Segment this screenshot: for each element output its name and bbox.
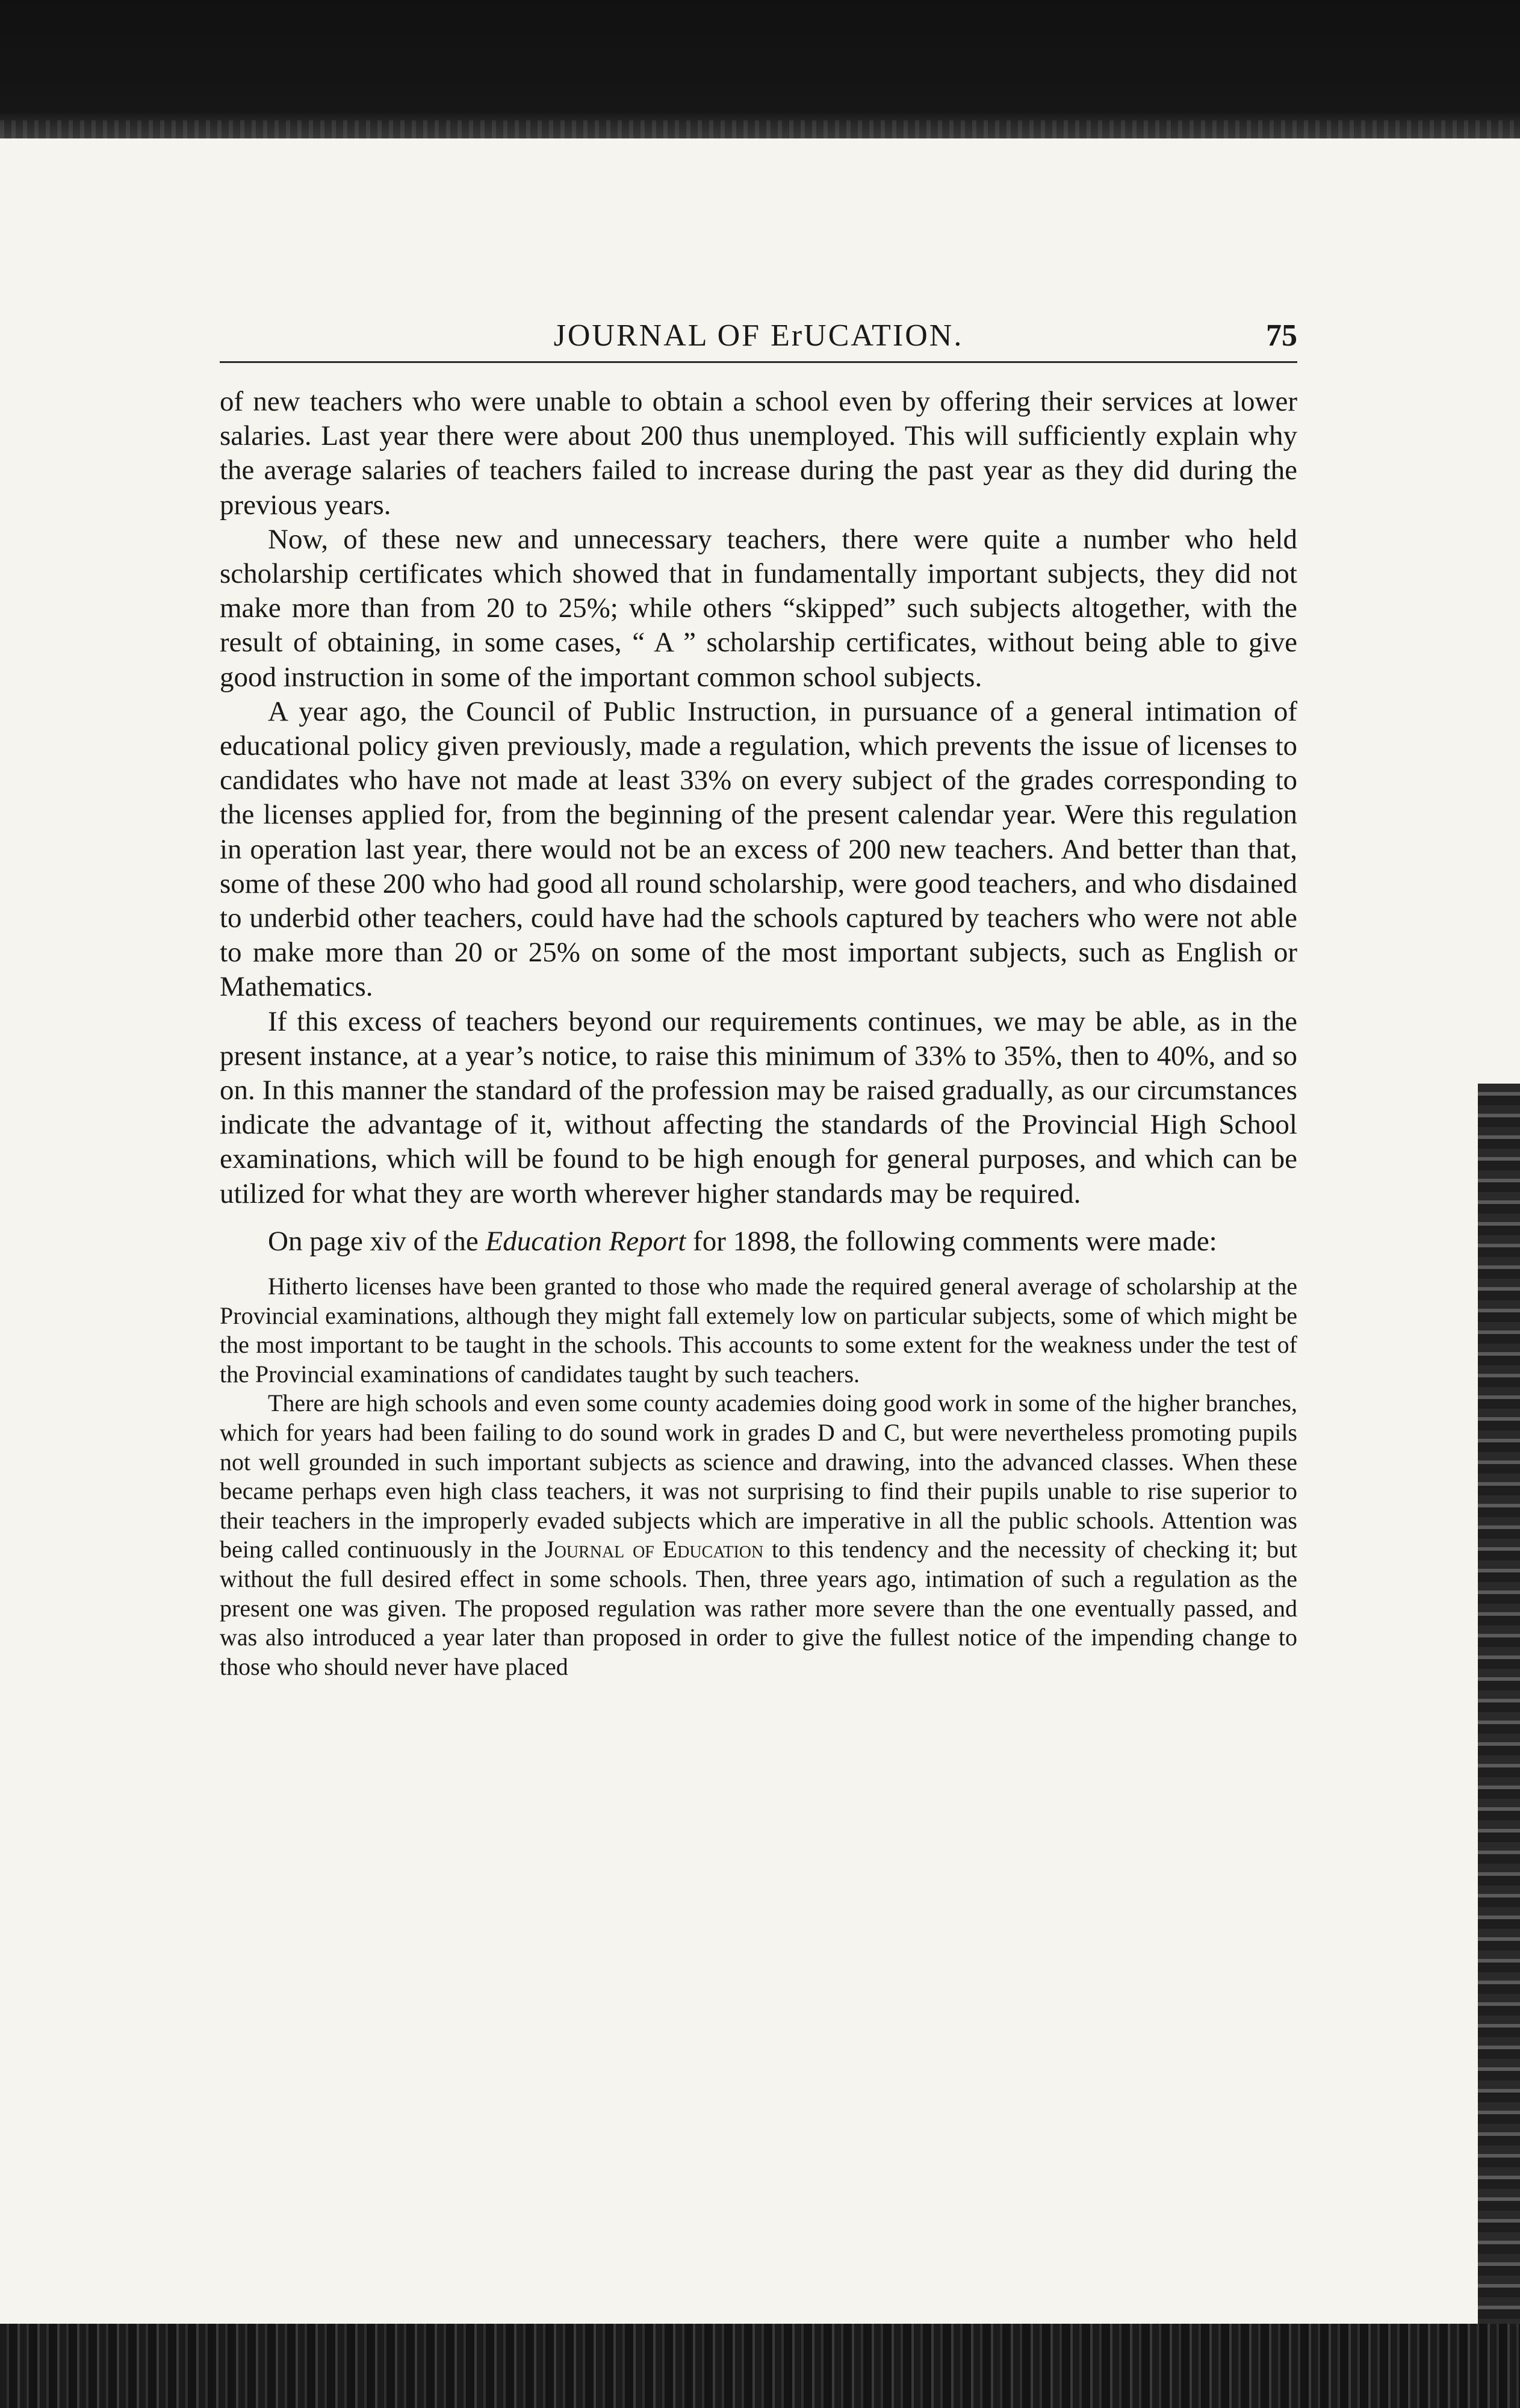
paragraph-regulation: A year ago, the Council of Public Instruction, in pursuance of a general intimation of educational policy given previously, made a regulation, which prevents the issue of licenses to candidates who have not made at least 33% on every subject of the grades corresponding to the licenses applied for, from the beginning of the present calendar year. Were this regulation in operation last year, there would not be an excess of 200 new teachers. And better than that, some of these 200 who had good all round scholarship, were good teachers, and who disdained to underbid other teachers, could have had the schools captured by teachers who were not able to make more than 20 or 25% on some of the most important subjects, such as English or Mathematics. [220,695,1297,1003]
quote-last-before: There are high schools and even some county academies doing good work in some of the higher branches, which for years had been failing to do sound work in grades D and C, but were nevertheless promoting pupils not well grounded in such important subjects as science and drawing, into the advanced classes. When these became perhaps even high class teachers, it was not surprising to find their pupils unable to rise superior to their teachers in the improperly evaded subjects which are imperative in all the public schools. Attention was being called continuously in the [220,1389,1297,1563]
paragraph-report-intro [220,1224,1297,1259]
scan-noise-top [0,120,1520,144]
quote-paragraph-licenses: Hitherto licenses have been granted to those who made the required general average of scholarship at the Provincial examinations, although they might fall extemely low on particular subjects, some of which might be the most important to be taught in the schools. This accounts to some extent for the weakness under the test of the Provincial examinations of candidates taught by such teachers. [220,1273,1297,1388]
report-quotation [220,1272,1297,1681]
scan-border-right [1478,1084,1520,2324]
running-head [220,313,1297,363]
paragraph-scholarship: Now, of these new and unnecessary teachers, there were quite a number who held scholarship certificates which showed that in fundamentally important subjects, they did not make more than from 20 to 25%; while others “skipped” such subjects altogether, with the result of obtaining, in some cases, “ A ” scholarship certificates, without being able to give good instruction in some of the important common school subjects. [220,523,1297,693]
quote-paragraph-high-schools [220,1389,1297,1681]
body-text [220,385,1297,1681]
scan-border-bottom [0,2324,1520,2408]
journal-title: JOURNAL OF ErUCATION. [553,318,964,353]
paragraph-excess-teachers: If this excess of teachers beyond our requirements continues, we may be able, as in the present instance, at a year’s notice, to raise this minimum of 33% to 35%, then to 40%, and so on. In this manner the standard of the profession may be raised gradually, as our circumstances indicate the advantage of it, without affecting the standards of the Provincial High School examinations, which will be found to be high enough for general purposes, and which can be utilized for what they are worth wherever higher standards may be required. [220,1005,1297,1209]
quote-last-after: to this tendency and the necessity of checking it; but without the full desired effect in some schools. Then, three years ago, intimation of such a regulation as the present one was given. The proposed regulation was rather more severe than the one eventually passed, and was also introduced a year later than proposed in order to give the fullest notice of the impending change to those who should never have placed [220,1536,1298,1680]
page-column [220,313,1297,1681]
page-number: 75 [1266,318,1297,353]
paragraph-continued: of new teachers who were unable to obtain a school even by offering their services at lower salaries. Last year there were about 200 thus unemployed. This will sufficiently explain why the average salaries of teachers failed to increase during the past year as they did during the previous years. [220,386,1297,521]
report-title: Education Report [485,1225,686,1257]
journal-name: Journal of Education [545,1536,764,1563]
scan-border-top [0,0,1520,138]
report-intro-before: On page xiv of the [268,1225,486,1257]
report-intro-after: for 1898, the following comments were made: [686,1225,1217,1257]
